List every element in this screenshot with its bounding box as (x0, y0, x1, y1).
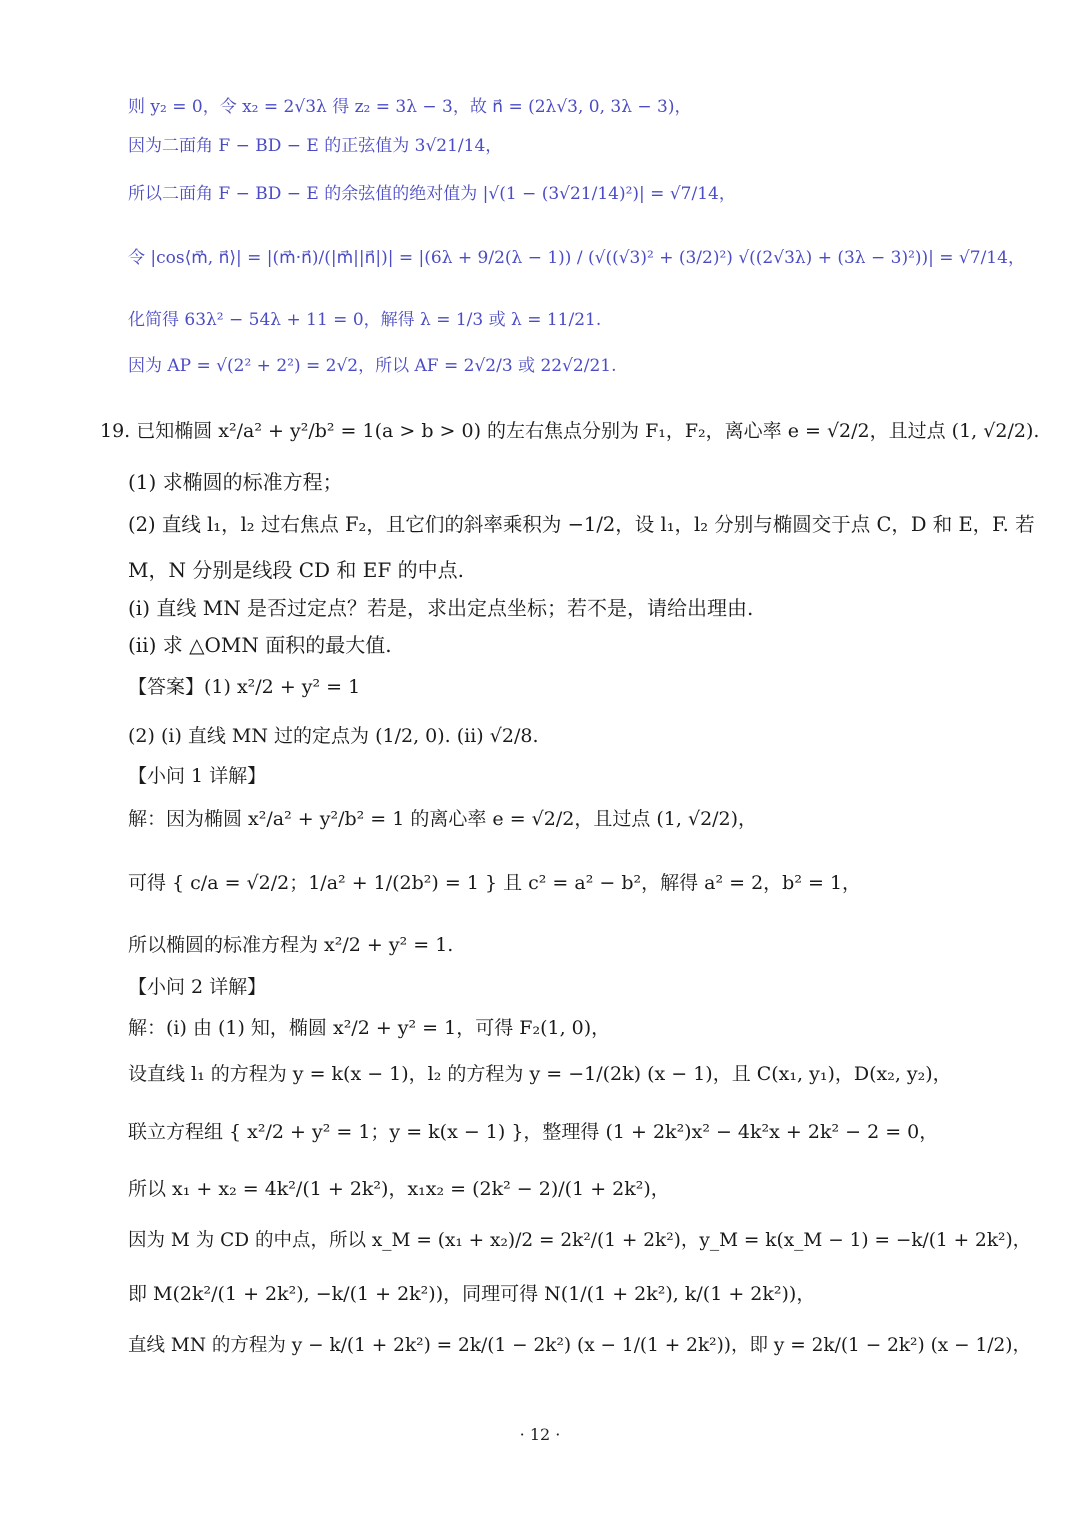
solution-text: 设直线 l₁ 的方程为 y = k(x − 1)，l₂ 的方程为 y = −1/(2k) (x − 1)，且 C(x₁, y₁)，D(x₂, y₂)， (128, 1063, 952, 1085)
answer-line: 【答案】(1) x²/2 + y² = 1 (128, 676, 361, 698)
solution-text: 联立方程组 { x²/2 + y² = 1；y = k(x − 1) }，整理得 (1 + 2k²)x² − 4k²x + 2k² − 2 = 0， (128, 1121, 939, 1143)
question-stem: 19. 已知椭圆 x²/a² + y²/b² = 1(a > b > 0) 的左右焦点分别为 F₁，F₂，离心率 e = √2/2，且过点 (1, √2/2). (100, 420, 1040, 442)
section-heading: 【小问 2 详解】 (128, 976, 267, 998)
solution-line: 化简得 63λ² − 54λ + 11 = 0，解得 λ = 1/3 或 λ = 11/21. (128, 310, 602, 330)
page-number: · 12 · (519, 1425, 561, 1444)
solution-line: 所以二面角 F − BD − E 的余弦值的绝对值为 |√(1 − (3√21/14)²)| = √7/14， (128, 184, 736, 204)
solution-line: 令 |cos⟨m⃗, n⃗⟩| = |(m⃗·n⃗)/(|m⃗||n⃗|)| = |(6λ + 9/2(λ − 1)) / (√((√3)² + (3/2)²) √((2√3λ) + (3λ − 3)²))| = √7/14， (128, 248, 1025, 268)
answer-line: (2) (ⅰ) 直线 MN 过的定点为 (1/2, 0). (ⅱ) √2/8. (128, 725, 539, 747)
question-part: (ⅱ) 求 △OMN 面积的最大值. (128, 633, 392, 657)
solution-text: 解：因为椭圆 x²/a² + y²/b² = 1 的离心率 e = √2/2，且过点 (1, √2/2)， (128, 808, 758, 830)
solution-text: 直线 MN 的方程为 y − k/(1 + 2k²) = 2k/(1 − 2k²) (x − 1/(1 + 2k²))，即 y = 2k/(1 − 2k²) (x − 1/2)， (128, 1335, 1031, 1356)
solution-text: 所以 x₁ + x₂ = 4k²/(1 + 2k²)，x₁x₂ = (2k² − 2)/(1 + 2k²)， (128, 1178, 670, 1200)
solution-text: 可得 { c/a = √2/2；1/a² + 1/(2b²) = 1 } 且 c² = a² − b²，解得 a² = 2，b² = 1， (128, 872, 862, 894)
question-part: (2) 直线 l₁，l₂ 过右焦点 F₂，且它们的斜率乘积为 −1/2，设 l₁，l₂ 分别与椭圆交于点 C，D 和 E，F. 若 (128, 513, 1035, 536)
solution-text: 所以椭圆的标准方程为 x²/2 + y² = 1. (128, 934, 454, 956)
solution-line: 则 y₂ = 0，令 x₂ = 2√3λ 得 z₂ = 3λ − 3，故 n⃗ = (2λ√3, 0, 3λ − 3)， (128, 97, 692, 117)
question-part: M，N 分别是线段 CD 和 EF 的中点. (128, 558, 464, 582)
question-part: (ⅰ) 直线 MN 是否过定点？若是，求出定点坐标；若不是，请给出理由. (128, 596, 754, 620)
solution-text: 因为 M 为 CD 的中点，所以 x_M = (x₁ + x₂)/2 = 2k²/(1 + 2k²)，y_M = k(x_M − 1) = −k/(1 + 2k²)， (128, 1230, 1032, 1251)
solution-line: 因为 AP = √(2² + 2²) = 2√2，所以 AF = 2√2/3 或 22√2/21. (128, 356, 617, 376)
section-heading: 【小问 1 详解】 (128, 765, 267, 787)
question-part: (1) 求椭圆的标准方程； (128, 470, 343, 494)
solution-line: 因为二面角 F − BD − E 的正弦值为 3√21/14， (128, 136, 503, 156)
solution-text: 即 M(2k²/(1 + 2k²), −k/(1 + 2k²))，同理可得 N(1/(1 + 2k²), k/(1 + 2k²))， (128, 1283, 816, 1305)
solution-text: 解：(ⅰ) 由 (1) 知，椭圆 x²/2 + y² = 1，可得 F₂(1, 0)， (128, 1017, 611, 1039)
